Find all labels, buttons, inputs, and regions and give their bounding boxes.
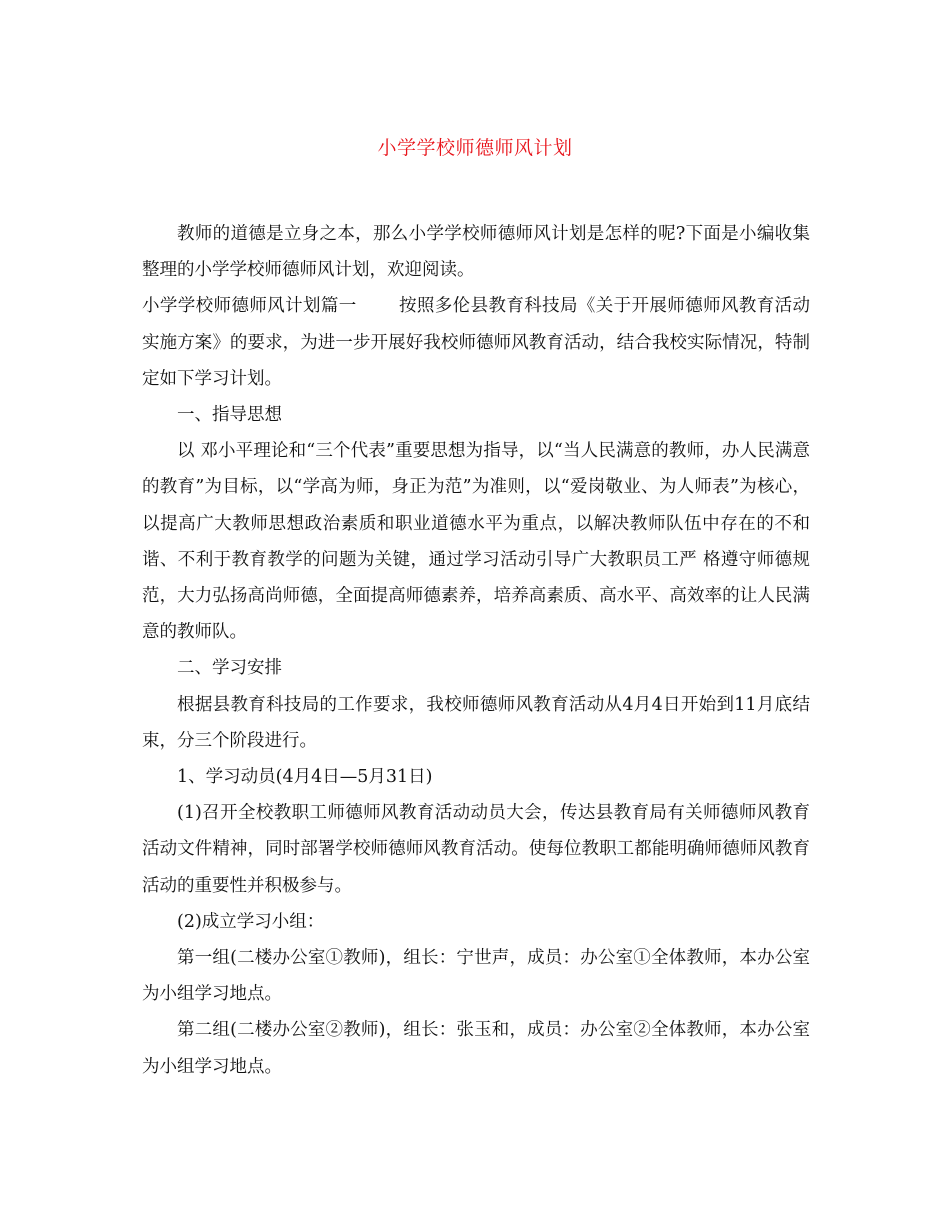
part1-text: 按照多伦县教育科技局《关于开展师德师风教育活动实施方案》的要求，为进一步开展好我校师德师风教育活动，结合我校实际情况，特制定如下学习计划。: [142, 296, 811, 389]
part1-paragraph: [142, 288, 810, 397]
group1-paragraph: 第一组(二楼办公室①教师)，组长：宁世声，成员：办公室①全体教师，本办公室为小组学习地点。: [142, 948, 810, 1005]
intro-paragraph: 教师的道德是立身之本，那么小学学校师德师风计划是怎样的呢?下面是小编收集整理的小学学校师德师风计划，欢迎阅读。: [142, 224, 810, 281]
document-body: [142, 216, 810, 1085]
section2-paragraph: 根据县教育科技局的工作要求，我校师德师风教育活动从4月4日开始到11月底结束，分三个阶段进行。: [142, 694, 810, 751]
group2-paragraph: 第二组(二楼办公室②教师)，组长：张玉和，成员：办公室②全体教师，本办公室为小组学习地点。: [142, 1020, 810, 1077]
stage1-item1: (1)召开全校教职工师德师风教育活动动员大会，传达县教育局有关师德师风教育活动文件精神，同时部署学校师德师风教育活动。使每位教职工都能明确师德师风教育活动的重要性并积极参与。: [142, 803, 810, 896]
document-title: 小学学校师德师风计划: [377, 137, 573, 159]
stage1-item2: (2)成立学习小组：: [177, 911, 325, 932]
section1-heading: 一、指导思想: [177, 405, 282, 426]
stage1-heading: 1、学习动员(4月4日—5月31日): [177, 767, 433, 788]
part1-heading: 小学学校师德师风计划篇一: [142, 296, 357, 317]
section2-heading: 二、学习安排: [177, 658, 282, 679]
section1-paragraph: 以 邓小平理论和“三个代表”重要思想为指导，以“当人民满意的教师，办人民满意的教育”为目标，以“学高为师，身正为范”为准则，以“爱岗敬业、为人师表”为核心，以提高广大教师思想政治素质和职业道德水平为重点，以解决教师队伍中存在的不和谐、不利于教育教学的问题为关键，通过学习活动引导广大教职员工严 格遵守师德规范，大力弘扬高尚师德，全面提高师德素养，培养高素质、高水平、高效率的让人民满意的教师队。: [142, 441, 810, 643]
